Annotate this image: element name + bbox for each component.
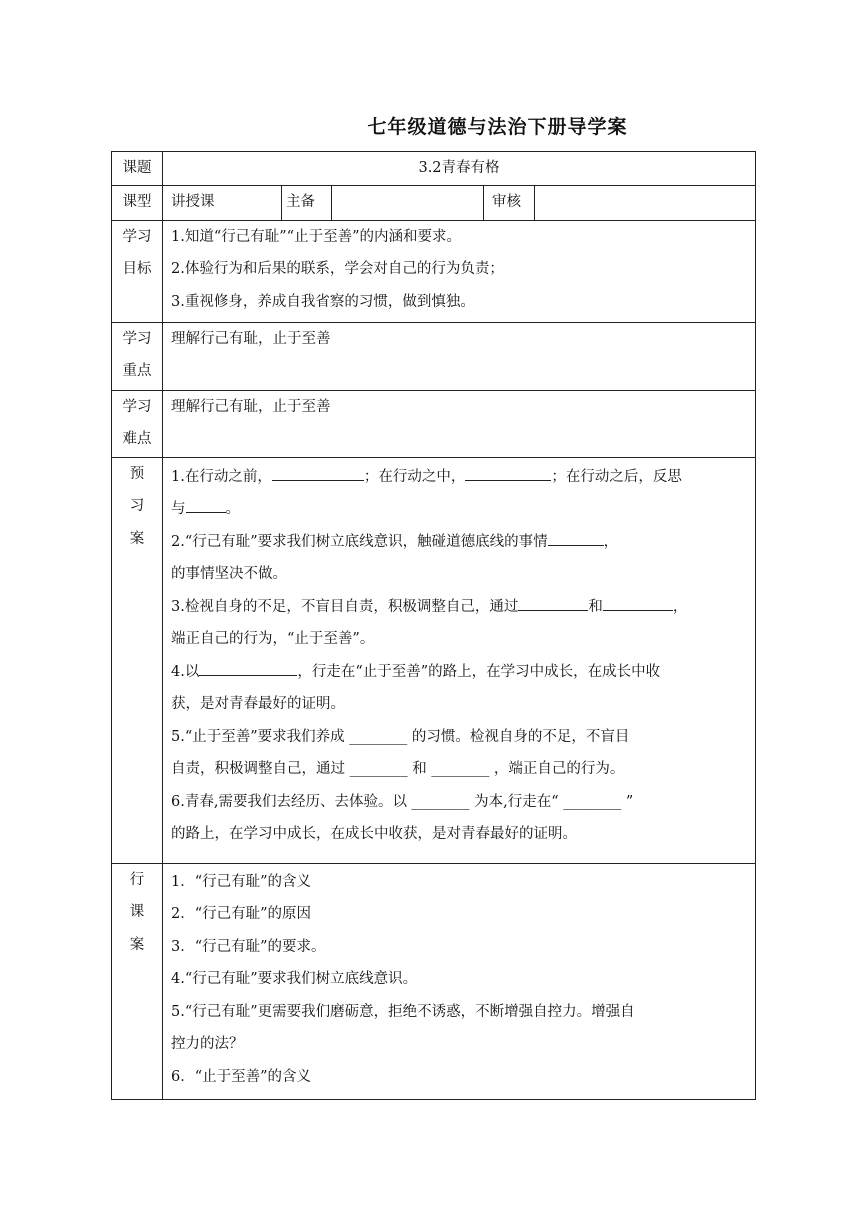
- preview-label-char: 习: [129, 498, 145, 514]
- row-goals: [112, 220, 756, 322]
- fill-blank[interactable]: [548, 527, 604, 546]
- preview-label-char: 预: [129, 465, 145, 482]
- row-key-points: [112, 322, 756, 390]
- preview-q6-line1: 6.青春,需要我们去经历、去体验。以 ________ 为本,行走在“ ________ ”: [171, 793, 634, 810]
- lesson-item: 3．“行己有耻”的要求。: [171, 938, 326, 955]
- preview-q5-line1: 5.“止于至善”要求我们养成 ________ 的习惯。检视自身的不足，不盲目: [171, 728, 630, 745]
- goal-item: 3.重视修身，养成自我省察的习惯，做到慎独。: [171, 293, 475, 310]
- preview-content: [163, 457, 756, 863]
- reviewer-value: [535, 185, 756, 220]
- topic-label: 课题: [112, 152, 163, 186]
- preparer-value: [332, 185, 484, 220]
- lesson-plan-table: [111, 151, 756, 1100]
- preview-q6-line2: 的路上，在学习中成长，在成长中收获，是对青春最好的证明。: [171, 826, 577, 842]
- preview-q2-text: ，: [603, 533, 619, 550]
- lesson-label-char: 课: [129, 904, 145, 920]
- preview-q1-line1: [171, 461, 747, 494]
- preview-q3-text: ，: [672, 598, 688, 615]
- page-title: 七年级道德与法治下册导学案: [367, 116, 628, 138]
- key-points-label: [112, 322, 163, 390]
- row-topic: [112, 152, 756, 186]
- lesson-item: 1．“行己有耻”的含义: [171, 873, 312, 890]
- preview-q1-line2: [171, 493, 747, 526]
- fill-blank[interactable]: [272, 462, 364, 481]
- type-value: 讲授课: [163, 185, 282, 220]
- row-type: [112, 185, 756, 220]
- lesson-item: 2．“行己有耻”的原因: [171, 906, 312, 922]
- row-preview: [112, 457, 756, 863]
- row-lesson: [112, 863, 756, 1099]
- preview-q4-text: ，行走在“止于至善”的路上，在学习中成长，在成长中收: [297, 663, 661, 680]
- goals-label-1: 学习: [122, 228, 152, 245]
- lesson-label-char: 行: [129, 871, 145, 888]
- lesson-item: 4.“行己有耻”要求我们树立底线意识。: [171, 971, 418, 987]
- goals-label-2: 目标: [122, 261, 152, 277]
- preparer-label: 主备: [282, 185, 332, 220]
- lesson-label: [112, 863, 163, 1099]
- lesson-item: 6．“止于至善”的含义: [171, 1068, 312, 1085]
- key-points-label-1: 学习: [122, 330, 152, 347]
- reviewer-label: 审核: [484, 185, 535, 220]
- preview-q1-text: ；在行动之后，反思: [551, 468, 682, 485]
- preview-q1-text: 。: [225, 501, 240, 517]
- key-points-text: 理解行己有耻，止于至善: [163, 322, 756, 390]
- preview-label: [112, 457, 163, 863]
- key-points-label-2: 重点: [122, 363, 152, 379]
- preview-q3-line2: 端正自己的行为，“止于至善”。: [171, 631, 375, 647]
- difficulties-label-2: 难点: [122, 431, 152, 447]
- preview-q1-text: 与: [171, 501, 186, 517]
- row-difficulties: [112, 390, 756, 457]
- lesson-label-char: 案: [129, 936, 145, 953]
- goals-label: [112, 220, 163, 322]
- fill-blank[interactable]: [603, 592, 673, 611]
- preview-q3-text: 3.检视自身的不足，不盲目自责，积极调整自己，通过: [171, 598, 519, 615]
- topic-value: 3.2青春有格: [163, 152, 756, 186]
- preview-q3-line1: [171, 591, 747, 624]
- type-label: 课型: [112, 185, 163, 220]
- lesson-item: 控力的法？: [171, 1036, 244, 1052]
- preview-label-char: 案: [129, 530, 145, 547]
- difficulties-label: [112, 390, 163, 457]
- preview-q2-line2: 的事情坚决不做。: [171, 566, 287, 582]
- fill-blank[interactable]: [199, 657, 297, 676]
- preview-q1-text: ；在行动之中，: [363, 468, 466, 485]
- preview-q4-line2: 获，是对青春最好的证明。: [171, 696, 345, 712]
- preview-q5-line2: 自责，积极调整自己，通过 ________ 和 ________ ，端正自己的行为。: [171, 761, 625, 777]
- difficulties-text: 理解行己有耻，止于至善: [163, 390, 756, 457]
- fill-blank[interactable]: [465, 462, 551, 481]
- goal-item: 1.知道“行己有耻”“止于至善”的内涵和要求。: [171, 228, 461, 245]
- fill-blank[interactable]: [518, 592, 588, 611]
- difficulties-label-1: 学习: [122, 398, 152, 415]
- preview-q2-text: 2.“行己有耻”要求我们树立底线意识，触碰道德底线的事情: [171, 533, 548, 550]
- goals-content: [163, 220, 756, 322]
- lesson-item: 5.“行己有耻”更需要我们磨砺意，拒绝不诱惑，不断增强自控力。增强自: [171, 1003, 635, 1020]
- fill-blank[interactable]: [186, 494, 226, 513]
- preview-q3-text: 和: [588, 598, 603, 615]
- preview-q4-text: 4.以: [171, 663, 200, 680]
- preview-q2-line1: [171, 526, 747, 559]
- preview-q4-line1: [171, 656, 747, 689]
- preview-q1-text: 1.在行动之前，: [171, 468, 272, 485]
- goal-item: 2.体验行为和后果的联系，学会对自己的行为负责；: [171, 261, 504, 277]
- lesson-content: [163, 863, 756, 1099]
